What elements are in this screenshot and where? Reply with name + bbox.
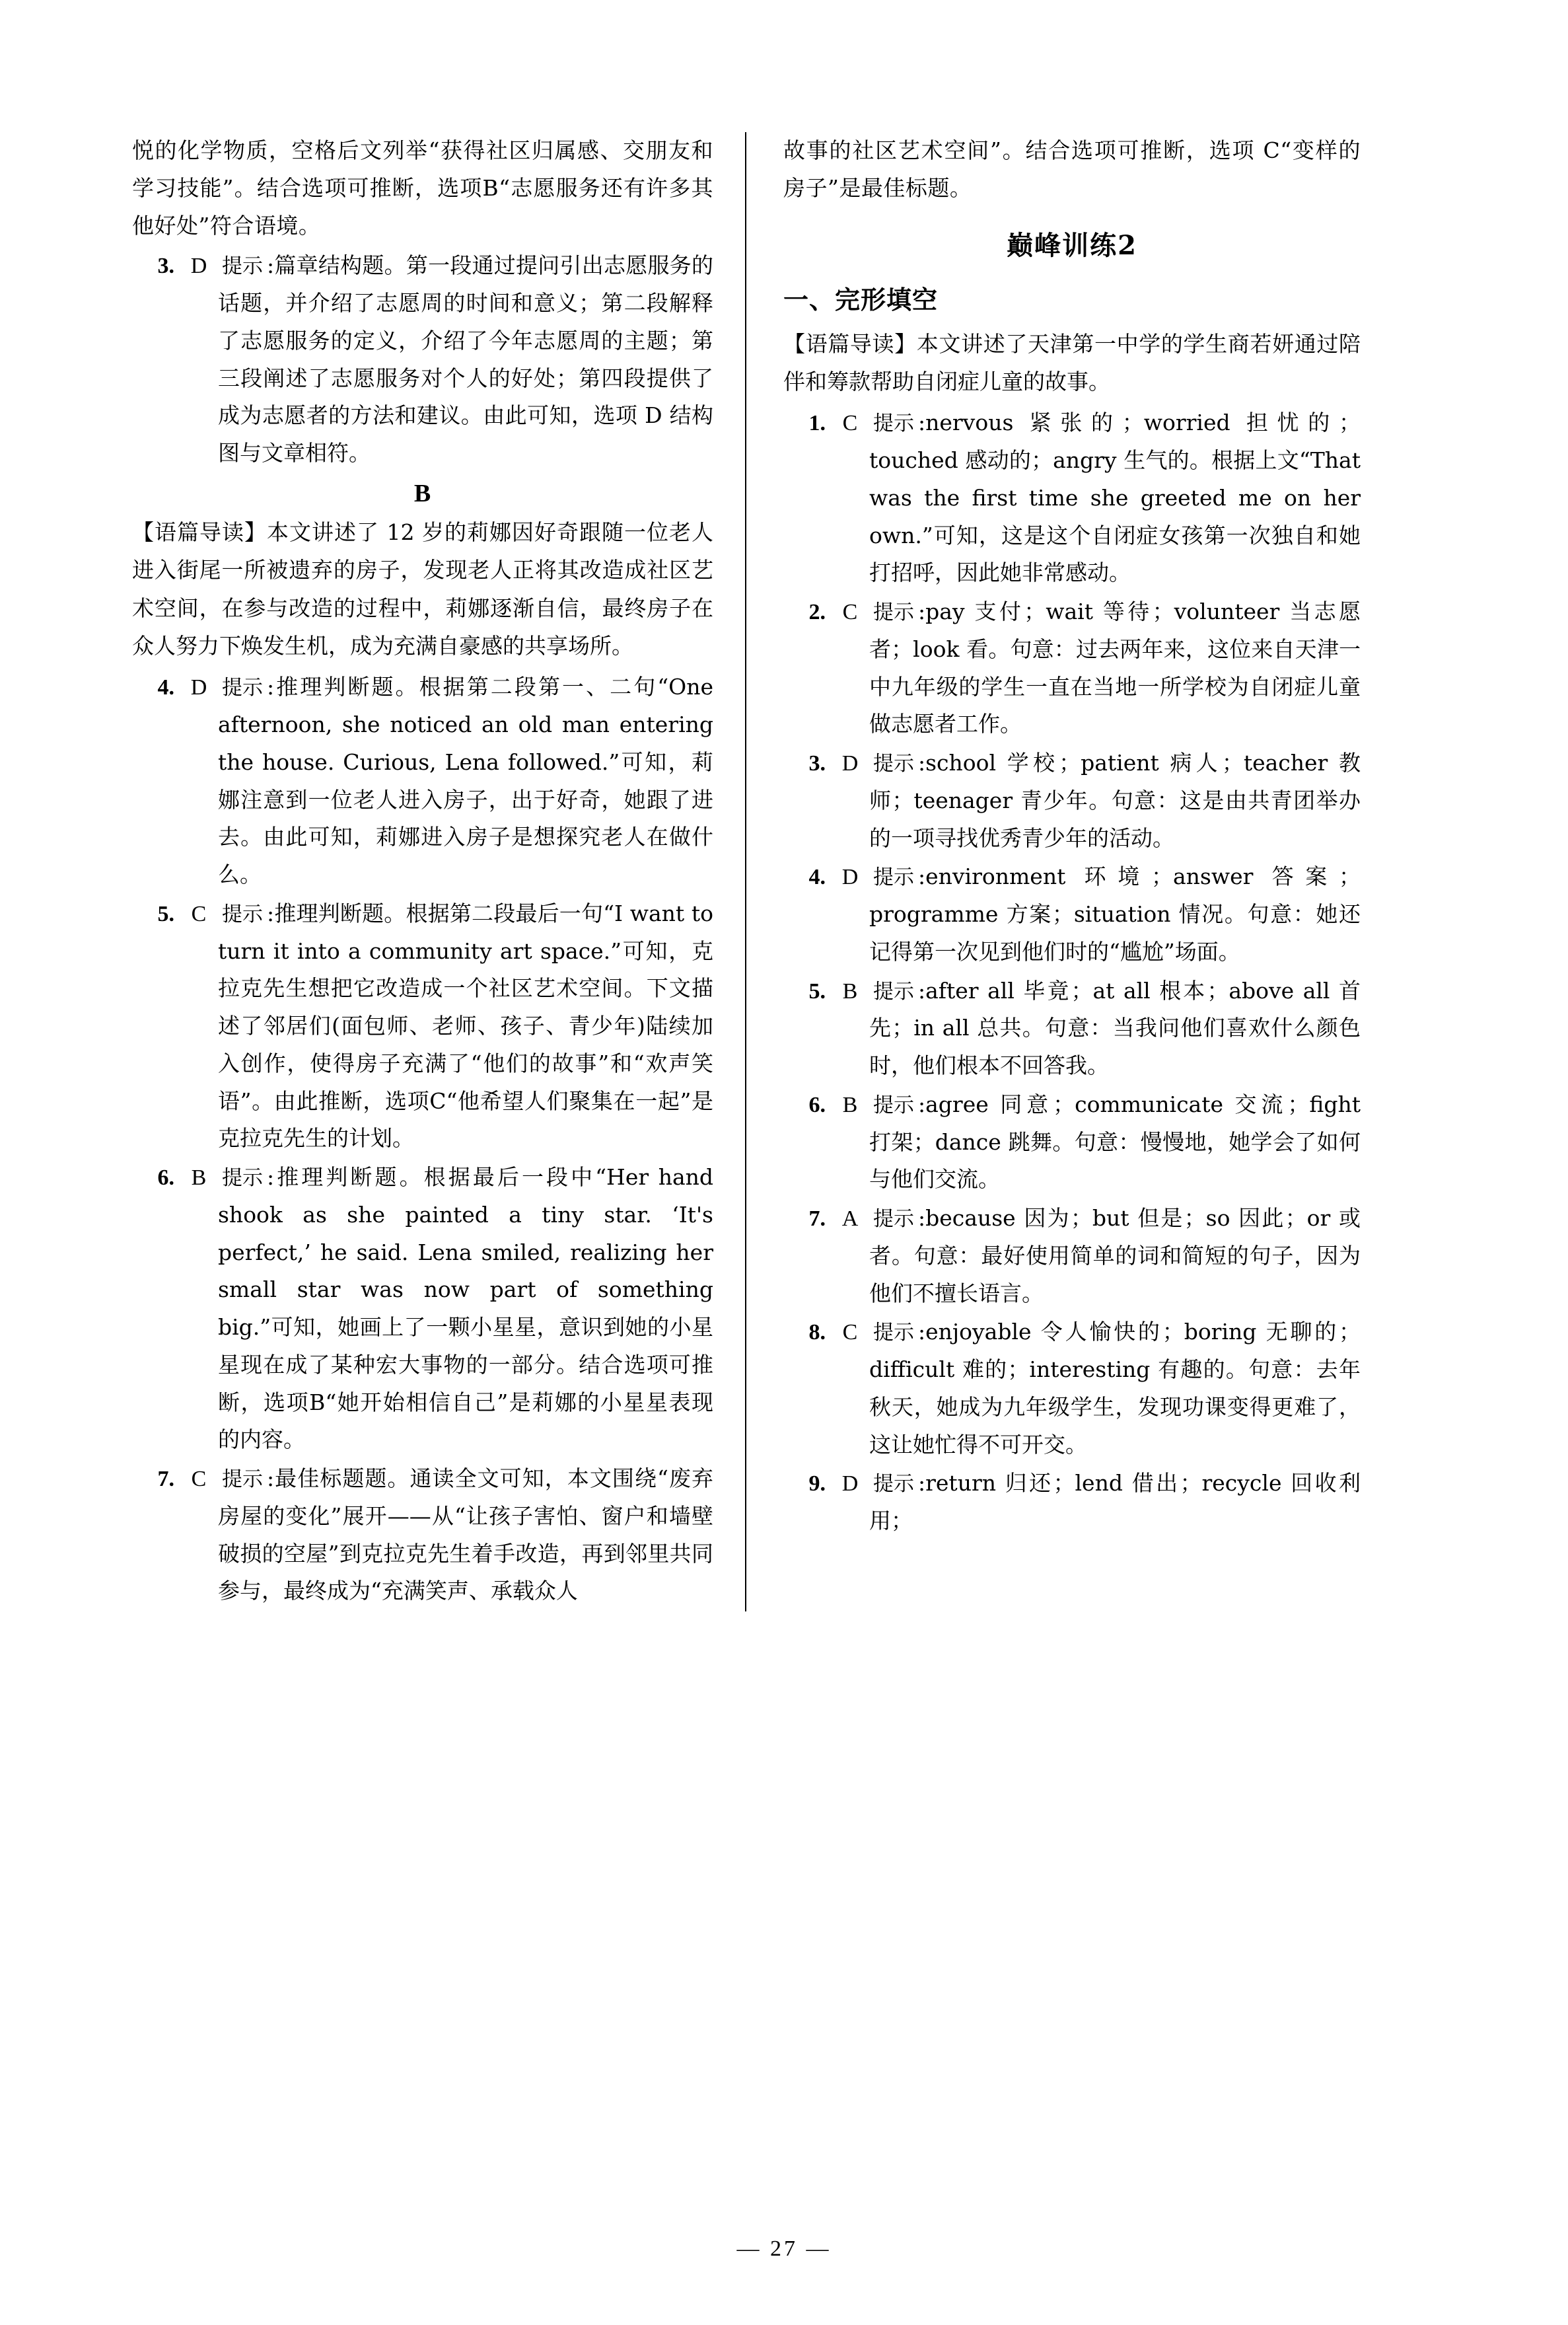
item-answer-letter: D bbox=[841, 1471, 859, 1496]
item-number: 4. bbox=[808, 865, 826, 890]
right-column bbox=[746, 132, 1361, 1541]
guide-text: 本文讲述了天津第一中学的学生商若妍通过陪伴和筹款帮助自闭症儿童的故事。 bbox=[783, 330, 1361, 394]
item-explanation: pay 支付；wait 等待；volunteer 当志愿者；look 看。句意：过去两年来，这位来自天津一中九年级的学生一直在当地一所学校为自闭症儿童做志愿者工作。 bbox=[869, 599, 1361, 737]
item-answer-letter: D bbox=[841, 751, 859, 776]
tip-label: 提示 bbox=[873, 1472, 914, 1496]
item-number: 1. bbox=[808, 411, 826, 436]
item-explanation: 篇章结构题。第一段通过提问引出志愿服务的话题，并介绍了志愿周的时间和意义；第二段解释了志愿服务的定义，介绍了今年志愿周的主题；第三段阐述了志愿服务对个人的好处；第四段提供了成为志愿者的方法和建议。由此可知，选项 D 结构图与文章相符。 bbox=[218, 252, 713, 466]
answer-item bbox=[783, 858, 1361, 971]
item-answer-letter: B bbox=[191, 1165, 207, 1191]
item-answer-letter: C bbox=[842, 411, 858, 436]
tip-separator: : bbox=[918, 599, 926, 625]
item-explanation: after all 毕竟；at all 根本；above all 首先；in all 总共。句意：当我问他们喜欢什么颜色时，他们根本不回答我。 bbox=[869, 977, 1361, 1079]
answer-item bbox=[783, 973, 1361, 1085]
item-number: 9. bbox=[808, 1471, 826, 1496]
tip-label: 提示 bbox=[873, 601, 914, 625]
left-continued-paragraph: 悦的化学物质，空格后文列举“获得社区归属感、交朋友和学习技能”。结合选项可推断，选项B“志愿服务还有许多其他好处”符合语境。 bbox=[132, 137, 713, 239]
tip-separator: : bbox=[267, 1465, 275, 1492]
right-continued-paragraph: 故事的社区艺术空间”。结合选项可推断，选项 C“变样的房子”是最佳标题。 bbox=[783, 137, 1361, 201]
item-number: 6. bbox=[808, 1092, 826, 1117]
answer-item bbox=[132, 247, 713, 472]
item-answer-letter: C bbox=[842, 600, 858, 625]
item-number: 8. bbox=[808, 1320, 826, 1345]
item-explanation: 推理判断题。根据第二段最后一句“I want to turn it into a community art space.”可知，克拉克先生想把它改造成一个社区艺术空间。下文描述了邻居们(面包师、老师、孩子、青少年)陆续加入创作，使得房子充满了“他们的故事”和“欢声笑语”。由此推断，选项C“他希望人们聚集在一起”是克拉克先生的计划。 bbox=[218, 900, 713, 1152]
tip-separator: : bbox=[267, 674, 275, 700]
answer-item bbox=[783, 593, 1361, 743]
tip-label: 提示 bbox=[873, 1207, 914, 1232]
passage-guide-block bbox=[783, 325, 1361, 401]
tip-separator: : bbox=[918, 1091, 926, 1117]
tip-label: 提示 bbox=[873, 412, 914, 436]
item-explanation: 推理判断题。根据最后一段中“Her hand shook as she painted a tiny star. ‘It's perfect,’ he said. Lena smiled, realizing her small star was now part of something big.”可知，她画上了一颗小星星，意识到她的小星星现在成了某种宏大事物的一部分。结合选项可推断，选项B“她开始相信自己”是莉娜的小星星表现的内容。 bbox=[218, 1164, 713, 1453]
answer-item bbox=[783, 1086, 1361, 1199]
tip-label: 提示 bbox=[873, 1321, 914, 1345]
answer-item bbox=[783, 404, 1361, 592]
item-explanation: agree 同意；communicate 交流；fight 打架；dance 跳舞。句意：慢慢地，她学会了如何与他们交流。 bbox=[869, 1091, 1361, 1193]
passage-letter-heading: B bbox=[413, 479, 432, 507]
item-answer-letter: D bbox=[841, 865, 859, 890]
answer-item bbox=[132, 1460, 713, 1610]
tip-label: 提示 bbox=[873, 979, 914, 1004]
tip-label: 提示 bbox=[222, 1166, 263, 1191]
item-explanation: return 归还；lend 借出；recycle 回收利用； bbox=[869, 1470, 1361, 1534]
tip-label: 提示 bbox=[873, 866, 914, 890]
tip-label: 提示 bbox=[222, 676, 263, 700]
tip-separator: : bbox=[267, 900, 275, 926]
tip-separator: : bbox=[918, 977, 926, 1004]
tip-separator: : bbox=[918, 1205, 926, 1232]
guide-label: 【语篇导读】 bbox=[132, 519, 267, 545]
section-title: 巅峰训练2 bbox=[1007, 229, 1137, 261]
tip-label: 提示 bbox=[873, 1093, 914, 1117]
item-number: 4. bbox=[157, 675, 174, 700]
tip-label: 提示 bbox=[873, 752, 914, 776]
item-number: 5. bbox=[808, 978, 826, 1004]
item-explanation: nervous 紧张的；worried 担忧的；touched 感动的；angry 生气的。根据上文“That was the first time she greeted me on her own.”可知，这是这个自闭症女孩第一次独自和她打招呼，因此她非常感动。 bbox=[869, 410, 1361, 586]
item-answer-letter: C bbox=[191, 1467, 207, 1492]
item-number: 7. bbox=[808, 1206, 826, 1232]
answer-item bbox=[783, 745, 1361, 857]
item-number: 2. bbox=[808, 600, 826, 625]
answer-item bbox=[783, 1313, 1361, 1463]
page-number: — 27 — bbox=[736, 2236, 832, 2261]
guide-label: 【语篇导读】 bbox=[783, 330, 917, 357]
tip-label: 提示 bbox=[222, 254, 263, 279]
answer-item bbox=[132, 669, 713, 894]
answer-item bbox=[783, 1200, 1361, 1312]
tip-separator: : bbox=[918, 1319, 926, 1345]
tip-separator: : bbox=[267, 1164, 275, 1191]
item-answer-letter: A bbox=[841, 1206, 859, 1232]
item-number: 3. bbox=[157, 254, 174, 279]
guide-text: 本文讲述了 12 岁的莉娜因好奇跟随一位老人进入街尾一所被遗弃的房子，发现老人正将其改造成社区艺术空间，在参与改造的过程中，莉娜逐渐自信，最终房子在众人努力下焕发生机，成为充满自豪感的共享场所。 bbox=[132, 519, 713, 659]
tip-label: 提示 bbox=[222, 1467, 263, 1492]
tip-separator: : bbox=[918, 1470, 926, 1496]
item-explanation: 推理判断题。根据第二段第一、二句“One afternoon, she noticed an old man entering the house. Curious, Lena followed.”可知，莉娜注意到一位老人进入房子，出于好奇，她跟了进去。由此可知，莉娜进入房子是想探究老人在做什么。 bbox=[218, 674, 713, 888]
left-column bbox=[132, 132, 746, 1611]
answer-item bbox=[783, 1465, 1361, 1540]
tip-separator: : bbox=[918, 864, 926, 890]
item-answer-letter: C bbox=[842, 1320, 858, 1345]
item-answer-letter: B bbox=[842, 1092, 858, 1117]
item-number: 7. bbox=[157, 1467, 174, 1492]
item-answer-letter: C bbox=[191, 901, 207, 926]
tip-separator: : bbox=[918, 750, 926, 776]
item-answer-letter: D bbox=[190, 675, 207, 700]
tip-label: 提示 bbox=[222, 902, 263, 926]
item-explanation: enjoyable 令人愉快的；boring 无聊的；difficult 难的；interesting 有趣的。句意：去年秋天，她成为九年级学生，发现功课变得更难了，这让她忙得不可开交。 bbox=[869, 1319, 1361, 1458]
item-number: 5. bbox=[157, 901, 174, 926]
subsection-title: 一、完形填空 bbox=[783, 284, 939, 314]
tip-separator: : bbox=[267, 252, 275, 279]
item-explanation: environment 环境；answer 答案；programme 方案；situation 情况。句意：她还记得第一次见到他们时的“尴尬”场面。 bbox=[869, 864, 1361, 965]
item-answer-letter: B bbox=[842, 978, 858, 1004]
item-explanation: because 因为；but 但是；so 因此；or 或者。句意：最好使用简单的词和简短的句子，因为他们不擅长语言。 bbox=[869, 1205, 1361, 1306]
item-explanation: 最佳标题题。通读全文可知，本文围绕“废弃房屋的变化”展开——从“让孩子害怕、窗户和墙壁破损的空屋”到克拉克先生着手改造，再到邻里共同参与，最终成为“充满笑声、承载众人 bbox=[218, 1465, 713, 1604]
item-explanation: school 学校；patient 病人；teacher 教师；teenager 青少年。句意：这是由共青团举办的一项寻找优秀青少年的活动。 bbox=[869, 750, 1361, 851]
answer-item bbox=[132, 895, 713, 1158]
item-answer-letter: D bbox=[190, 254, 207, 279]
item-number: 3. bbox=[808, 751, 826, 776]
tip-separator: : bbox=[918, 410, 926, 436]
item-number: 6. bbox=[157, 1165, 174, 1191]
answer-item bbox=[132, 1159, 713, 1459]
two-column-layout bbox=[132, 132, 1436, 2167]
passage-guide-block bbox=[132, 513, 713, 665]
